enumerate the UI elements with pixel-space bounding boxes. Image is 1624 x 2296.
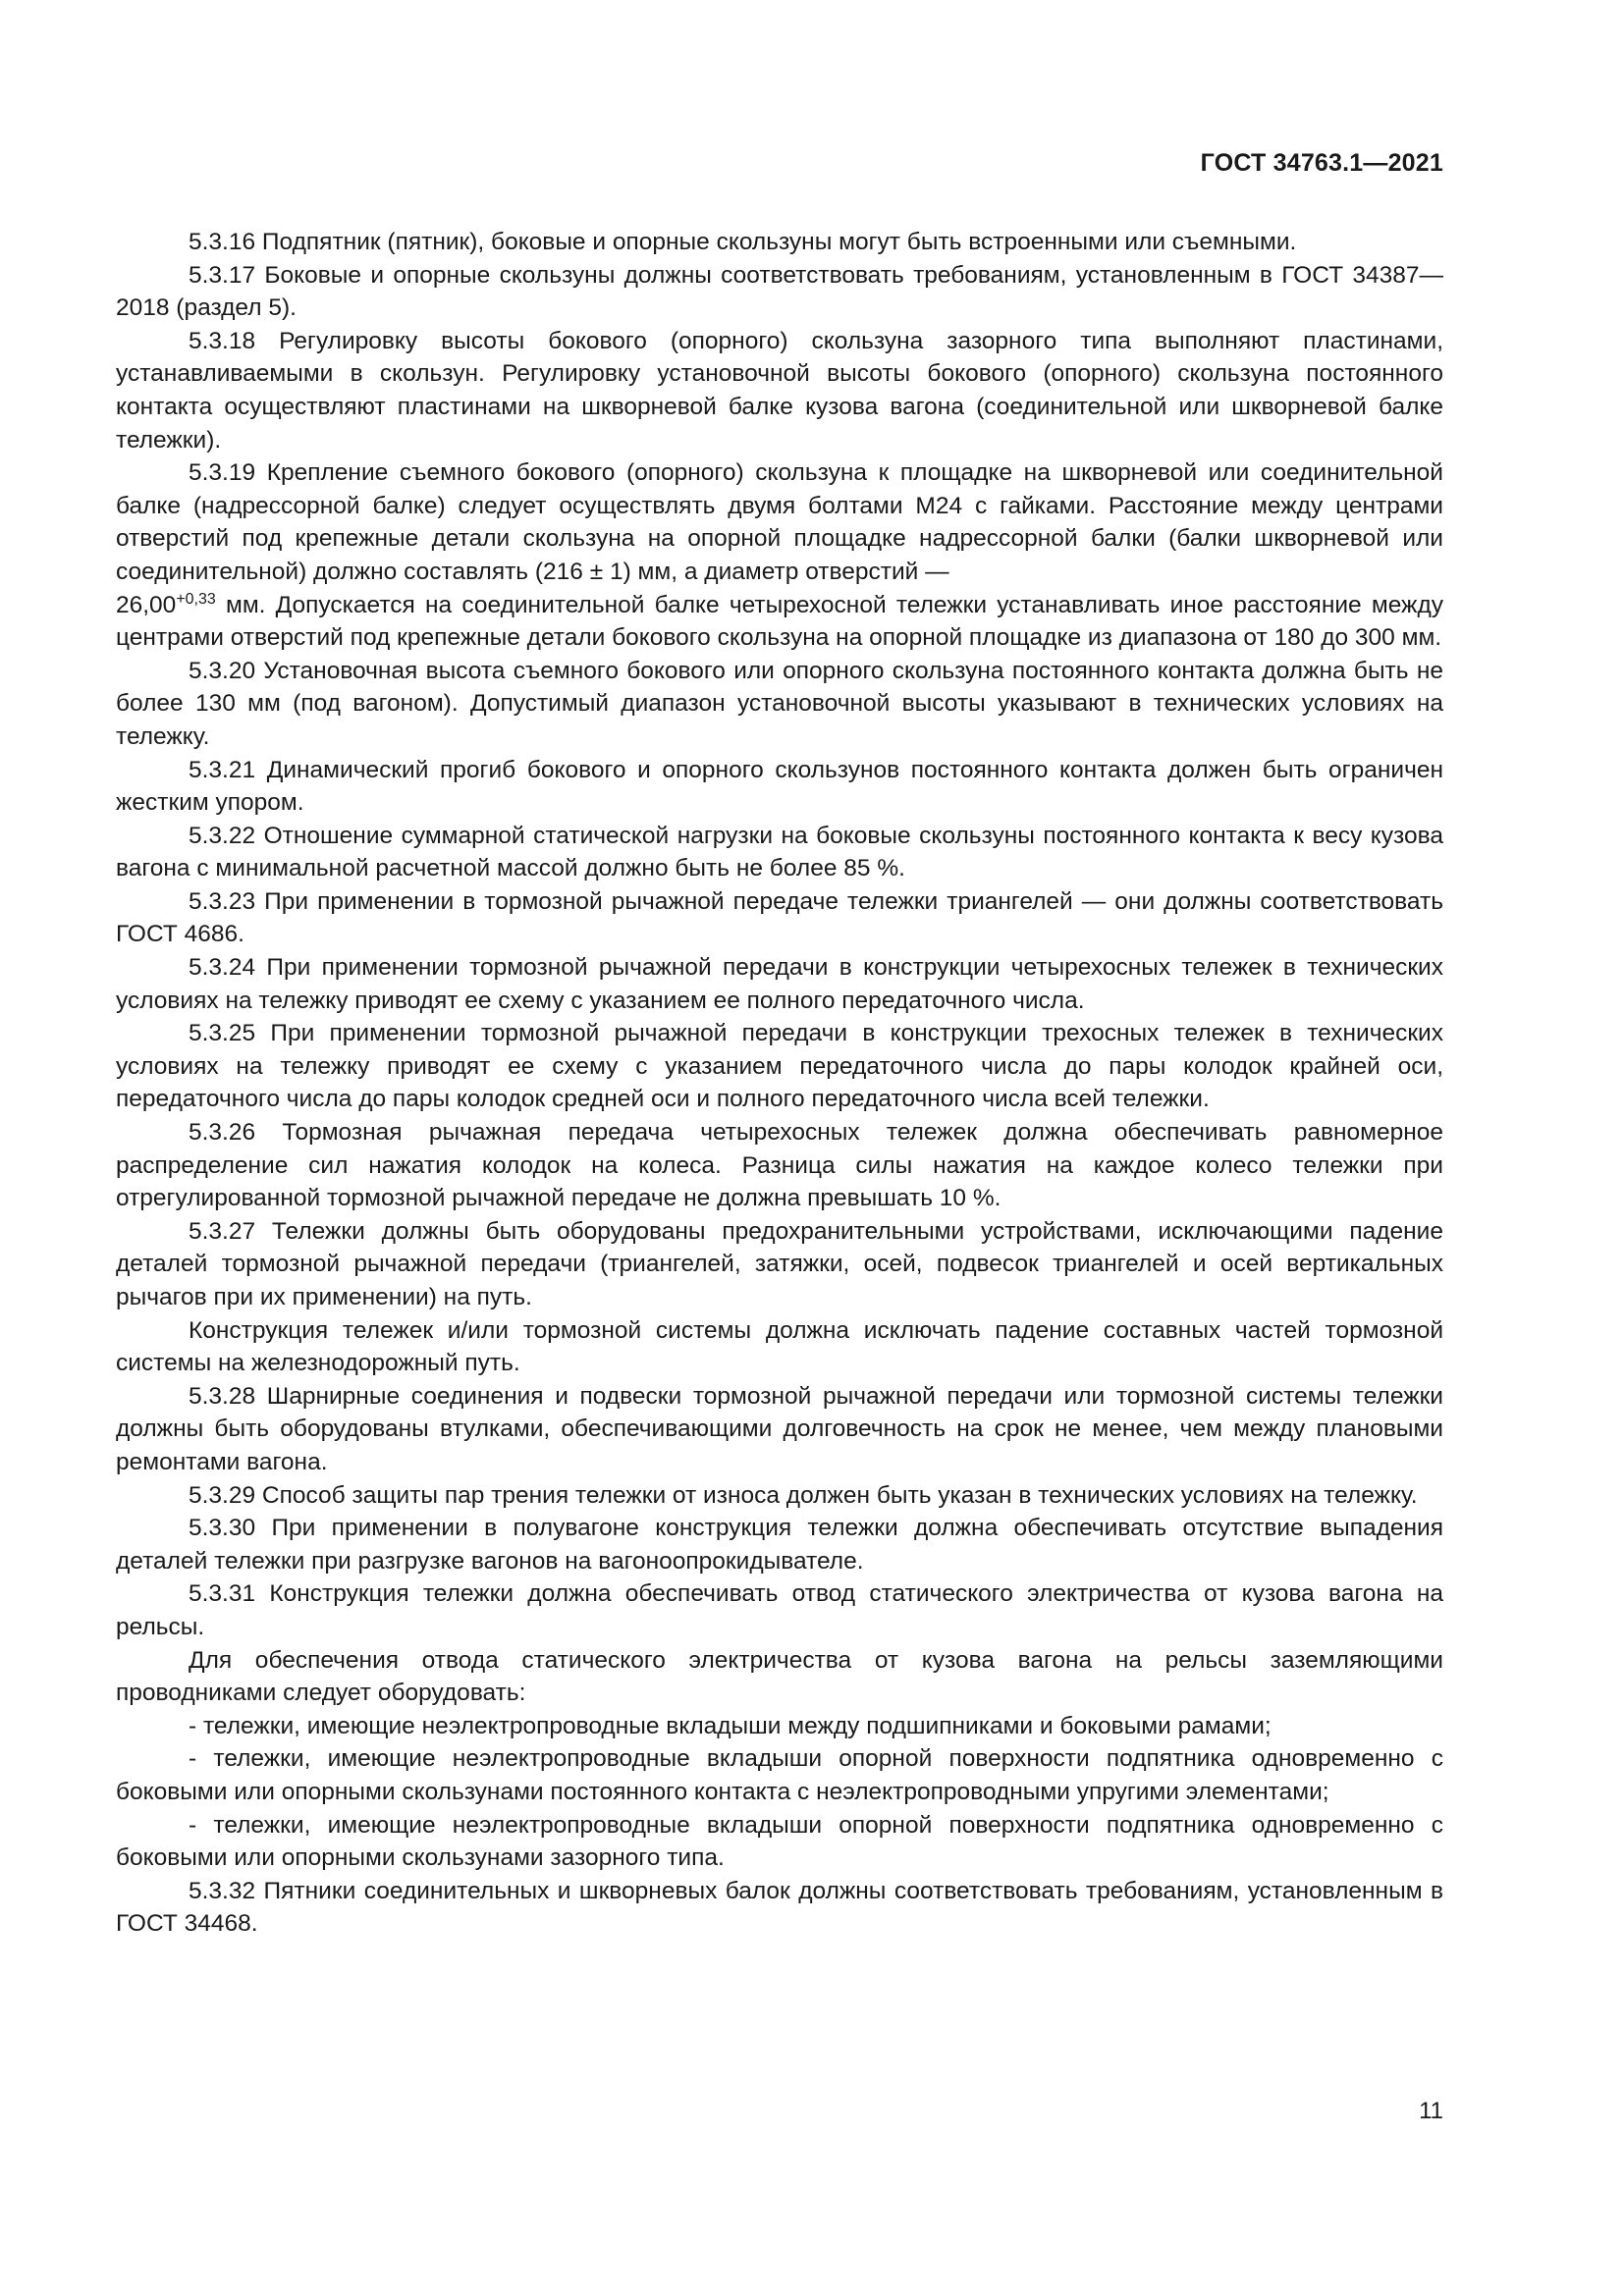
- paragraph-5-3-21: 5.3.21 Динамический прогиб бокового и опорного скользунов постоянного контакта должен быть ограничен жестким упором.: [116, 756, 1443, 817]
- list-item-grounding-2: - тележки, имеющие неэлектропроводные вкладыши опорной поверхности подпятника одновременно с боковыми или опорными скользунами постоянного контакта с неэлектропроводными упругими элементами;: [116, 1745, 1443, 1805]
- list-item-grounding-1: - тележки, имеющие неэлектропроводные вкладыши между подшипниками и боковыми рамами;: [189, 1712, 1272, 1739]
- paragraph-5-3-24: 5.3.24 При применении тормозной рычажной передачи в конструкции четырехосных тележек в технических условиях на тележку приводят ее схему с указанием ее полного передаточного числа.: [116, 954, 1443, 1014]
- paragraph-5-3-17: 5.3.17 Боковые и опорные скользуны должны соответствовать требованиям, установленным в ГОСТ 34387—2018 (раздел 5).: [116, 261, 1443, 322]
- paragraph-5-3-23: 5.3.23 При применении в тормозной рычажной передаче тележки триангелей — они должны соответствовать ГОСТ 4686.: [116, 887, 1443, 948]
- paragraph-5-3-30: 5.3.30 При применении в полувагоне конструкция тележки должна обеспечивать отсутствие выпадения деталей тележки при разгрузке вагонов на вагоноопрокидывателе.: [116, 1515, 1443, 1575]
- page-number: 11: [1419, 2098, 1443, 2124]
- hole-diameter-value: 26,00: [116, 591, 177, 618]
- paragraph-5-3-27-continued: Конструкция тележек и/или тормозной системы должна исключать падение составных частей тормозной системы на железнодорожный путь.: [116, 1316, 1443, 1377]
- paragraph-5-3-28: 5.3.28 Шарнирные соединения и подвески тормозной рычажной передачи или тормозной системы тележки должны быть оборудованы втулками, обеспечивающими долговечность на срок не менее, чем между плановыми ремонтами вагона.: [116, 1382, 1443, 1475]
- paragraph-5-3-18: 5.3.18 Регулировку высоты бокового (опорного) скользуна зазорного типа выполняют пластинами, устанавливаемыми в скользун. Регулировку установочной высоты бокового (опорного) скользуна постоянного контакта осуществляют пластинами на шкворневой балке кузова вагона (соединительной или шкворневой балке тележки).: [116, 327, 1443, 454]
- paragraph-5-3-27: 5.3.27 Тележки должны быть оборудованы предохранительными устройствами, исключающими падение деталей тормозной рычажной передачи (триангелей, затяжки, осей, подвесок триангелей и осей вертикальных рычагов при их применении) на путь.: [116, 1217, 1443, 1310]
- document-standard-header: ГОСТ 34763.1—2021: [1200, 149, 1443, 177]
- document-body: [116, 226, 1443, 1941]
- paragraph-5-3-32: 5.3.32 Пятники соединительных и шкворневых балок должны соответствовать требованиям, установленным в ГОСТ 34468.: [116, 1877, 1443, 1938]
- paragraph-5-3-16: 5.3.16 Подпятник (пятник), боковые и опорные скользуны могут быть встроенными или съемными.: [189, 229, 1297, 255]
- paragraph-5-3-22: 5.3.22 Отношение суммарной статической нагрузки на боковые скользуны постоянного контакта к весу кузова вагона с минимальной расчетной массой должно быть не более 85 %.: [116, 822, 1443, 882]
- hole-diameter-tolerance: +0,33: [176, 590, 216, 608]
- paragraph-5-3-20: 5.3.20 Установочная высота съемного бокового или опорного скользуна постоянного контакта должна быть не более 130 мм (под вагоном). Допустимый диапазон установочной высоты указывают в технических условиях на тележку.: [116, 657, 1443, 750]
- paragraph-5-3-19-text-end: мм. Допускается на соединительной балке четырехосной тележки устанавливать иное расстояние между центрами отверстий под крепежные детали бокового скользуна на опорной площадке из диапазона от 180 до 300 мм.: [116, 591, 1443, 652]
- paragraph-5-3-19-text-start: 5.3.19 Крепление съемного бокового (опорного) скользуна к площадке на шкворневой или соединительной балке (надрессорной балке) следует осуществлять двумя болтами М24 с гайками. Расстояние между центрами отверстий под крепежные детали скользуна на опорной площадке надрессорной балки (балки шкворневой или соединительной) должно составлять (216 ± 1) мм, а диаметр отверстий —: [116, 459, 1443, 585]
- paragraph-5-3-29: 5.3.29 Способ защиты пар трения тележки от износа должен быть указан в технических условиях на тележку.: [189, 1481, 1418, 1509]
- paragraph-5-3-19: [116, 456, 1443, 655]
- paragraph-5-3-31: 5.3.31 Конструкция тележки должна обеспечивать отвод статического электричества от кузова вагона на рельсы.: [116, 1580, 1443, 1640]
- paragraph-5-3-25: 5.3.25 При применении тормозной рычажной передачи в конструкции трехосных тележек в технических условиях на тележку приводят ее схему с указанием передаточного числа до пары колодок крайней оси, передаточного числа до пары колодок средней оси и полного передаточного числа всей тележки.: [116, 1020, 1443, 1113]
- list-item-grounding-3: - тележки, имеющие неэлектропроводные вкладыши опорной поверхности подпятника одновременно с боковыми или опорными скользунами зазорного типа.: [116, 1811, 1443, 1872]
- paragraph-5-3-26: 5.3.26 Тормозная рычажная передача четырехосных тележек должна обеспечивать равномерное распределение сил нажатия колодок на колеса. Разница силы нажатия на каждое колесо тележки при отрегулированной тормозной рычажной передаче не должна превышать 10 %.: [116, 1119, 1443, 1212]
- paragraph-grounding-intro: Для обеспечения отвода статического электричества от кузова вагона на рельсы заземляющими проводниками следует оборудовать:: [116, 1646, 1443, 1707]
